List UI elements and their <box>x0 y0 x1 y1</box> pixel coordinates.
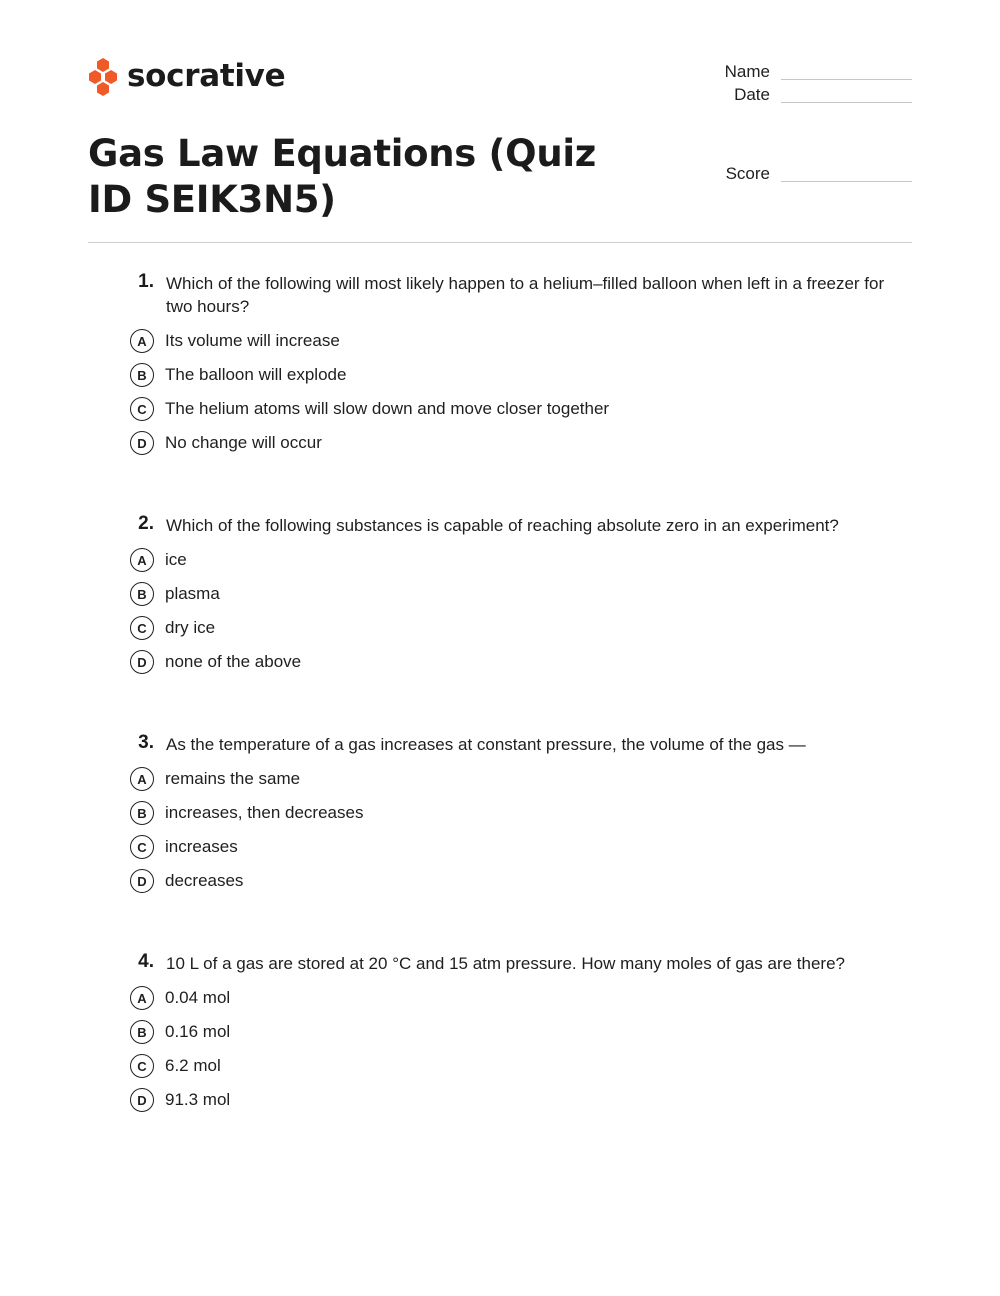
answer-text: No change will occur <box>165 433 322 452</box>
question-text: Which of the following will most likely happen to a helium–filled balloon when left in a freezer for two hours? <box>166 274 885 316</box>
date-label: Date <box>734 85 770 104</box>
score-line[interactable] <box>781 180 912 182</box>
brand-name: socrative <box>127 58 286 94</box>
date-line[interactable] <box>781 101 912 103</box>
answer-text: 6.2 mol <box>165 1056 221 1075</box>
answer-option-c[interactable] <box>130 611 900 645</box>
date-field <box>688 85 912 105</box>
answer-option-b[interactable] <box>130 577 900 611</box>
answer-letter-circle[interactable]: C <box>130 397 154 421</box>
question-2 <box>130 512 900 679</box>
answer-option-c[interactable] <box>130 392 900 426</box>
answer-list <box>130 981 900 1117</box>
answer-letter-circle[interactable]: B <box>130 801 154 825</box>
answer-list <box>130 324 900 460</box>
question-header <box>130 731 900 756</box>
answer-letter-circle[interactable]: B <box>130 363 154 387</box>
question-number: 3. <box>138 732 154 753</box>
question-text: As the temperature of a gas increases at constant pressure, the volume of the gas — <box>166 735 806 754</box>
answer-text: dry ice <box>165 618 216 637</box>
answer-letter-circle[interactable]: B <box>130 1020 154 1044</box>
answer-letter-circle[interactable]: C <box>130 1054 154 1078</box>
answer-text: none of the above <box>165 652 302 671</box>
answer-letter-circle[interactable]: B <box>130 582 154 606</box>
answer-letter-circle[interactable]: D <box>130 1088 154 1112</box>
score-label: Score <box>725 164 770 183</box>
answer-option-d[interactable] <box>130 864 900 898</box>
question-number: 4. <box>138 951 154 972</box>
question-list <box>130 270 900 1169</box>
question-number: 1. <box>138 271 154 292</box>
answer-option-d[interactable] <box>130 1083 900 1117</box>
question-3 <box>130 731 900 898</box>
question-header <box>130 950 900 975</box>
answer-text: 0.16 mol <box>165 1022 231 1041</box>
answer-text: increases <box>165 837 238 856</box>
hexagon-cluster-icon <box>88 57 118 97</box>
brand-logo <box>88 57 285 97</box>
name-line[interactable] <box>781 78 912 80</box>
answer-text: ice <box>165 550 187 569</box>
answer-option-a[interactable] <box>130 981 900 1015</box>
answer-text: The balloon will explode <box>165 365 347 384</box>
answer-letter-circle[interactable]: D <box>130 431 154 455</box>
page-title: Gas Law Equations (Quiz ID SEIK3N5) <box>88 132 596 221</box>
score-field <box>688 164 912 184</box>
answer-option-c[interactable] <box>130 830 900 864</box>
answer-option-d[interactable] <box>130 426 900 460</box>
question-header <box>130 512 900 537</box>
answer-letter-circle[interactable]: C <box>130 835 154 859</box>
answer-option-a[interactable] <box>130 324 900 358</box>
answer-list <box>130 543 900 679</box>
question-header <box>130 270 900 318</box>
answer-option-b[interactable] <box>130 1015 900 1049</box>
answer-letter-circle[interactable]: C <box>130 616 154 640</box>
answer-text: 0.04 mol <box>165 988 231 1007</box>
answer-option-c[interactable] <box>130 1049 900 1083</box>
answer-option-a[interactable] <box>130 543 900 577</box>
answer-list <box>130 762 900 898</box>
question-number: 2. <box>138 513 154 534</box>
answer-option-b[interactable] <box>130 358 900 392</box>
answer-option-b[interactable] <box>130 796 900 830</box>
question-1 <box>130 270 900 460</box>
answer-text: Its volume will increase <box>165 331 340 350</box>
answer-text: decreases <box>165 871 244 890</box>
name-label: Name <box>724 62 770 81</box>
answer-letter-circle[interactable]: A <box>130 329 154 353</box>
answer-text: 91.3 mol <box>165 1090 231 1109</box>
answer-letter-circle[interactable]: A <box>130 767 154 791</box>
answer-option-a[interactable] <box>130 762 900 796</box>
header-divider <box>88 242 912 243</box>
question-text: Which of the following substances is capable of reaching absolute zero in an experiment? <box>166 516 839 535</box>
question-4 <box>130 950 900 1117</box>
answer-letter-circle[interactable]: D <box>130 869 154 893</box>
answer-letter-circle[interactable]: A <box>130 986 154 1010</box>
question-text: 10 L of a gas are stored at 20 °C and 15 atm pressure. How many moles of gas are there? <box>166 954 845 973</box>
answer-text: remains the same <box>165 769 301 788</box>
answer-option-d[interactable] <box>130 645 900 679</box>
answer-text: increases, then decreases <box>165 803 364 822</box>
answer-letter-circle[interactable]: A <box>130 548 154 572</box>
answer-text: plasma <box>165 584 220 603</box>
name-field <box>688 62 912 82</box>
answer-letter-circle[interactable]: D <box>130 650 154 674</box>
answer-text: The helium atoms will slow down and move closer together <box>165 399 610 418</box>
